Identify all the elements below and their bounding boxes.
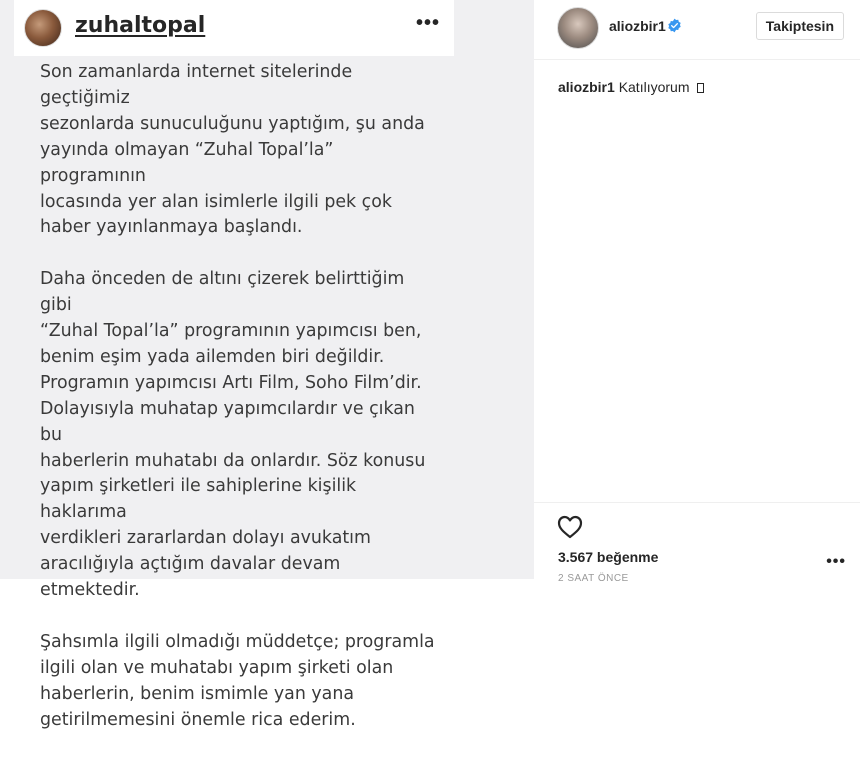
caption-text: Katılıyorum	[618, 79, 690, 95]
likes-count[interactable]: 3.567 beğenme	[558, 549, 659, 565]
statement-paragraph-1: Son zamanlarda internet sitelerinde geçtiğimiz sezonlarda sunuculuğunu yaptığım, şu anda yayında olmayan “Zuhal Topal’la” programının locasında yer alan isimlerle ilgili pek çok haber yayınlanmaya başlandı.	[40, 62, 425, 238]
verified-badge-icon	[667, 18, 682, 33]
statement-paragraph-2: Daha önceden de altını çizerek belirttiğim gibi “Zuhal Topal’la” programının yapımcısı ben, benim eşim yada ailemden biri değildir. Programın yapımcısı Artı Film, Soho Film’dir. Dolayısıyla muhatap yapımcılardır ve çıkan bu haberlerin muhatabı da onlardır. Söz konusu yapım şirketleri ile sahiplerine kişilik haklarıma verdikleri zararlardan dolayı avukatım aracılığıyla açtığım davalar devam etmektedir.	[40, 269, 426, 601]
embedded-post-header	[14, 0, 454, 56]
caption-username[interactable]: aliozbir1	[558, 79, 615, 95]
embedded-username: zuhaltopal	[75, 13, 206, 38]
post-panel	[534, 0, 860, 584]
embedded-avatar	[24, 9, 62, 47]
post-actions	[534, 502, 860, 584]
more-horizontal-icon: •••	[415, 12, 440, 34]
author-username[interactable]: aliozbir1	[609, 18, 666, 34]
unsupported-emoji-icon	[697, 83, 704, 93]
more-horizontal-icon[interactable]: •••	[826, 553, 846, 570]
avatar[interactable]	[557, 7, 599, 49]
heart-outline-icon[interactable]	[557, 515, 583, 539]
statement-text	[40, 60, 440, 759]
caption	[558, 79, 704, 95]
post-header	[534, 0, 860, 60]
following-button[interactable]: Takiptesin	[756, 12, 844, 40]
statement-paragraph-3: Şahsımla ilgili olmadığı müddetçe; programla ilgili olan ve muhatabı yapım şirketi olan haberlerin, benim ismimle yan yana getirilmemesini önemle rica ederim.	[40, 631, 435, 730]
post-timestamp: 2 SAAT ÖNCE	[558, 573, 629, 584]
